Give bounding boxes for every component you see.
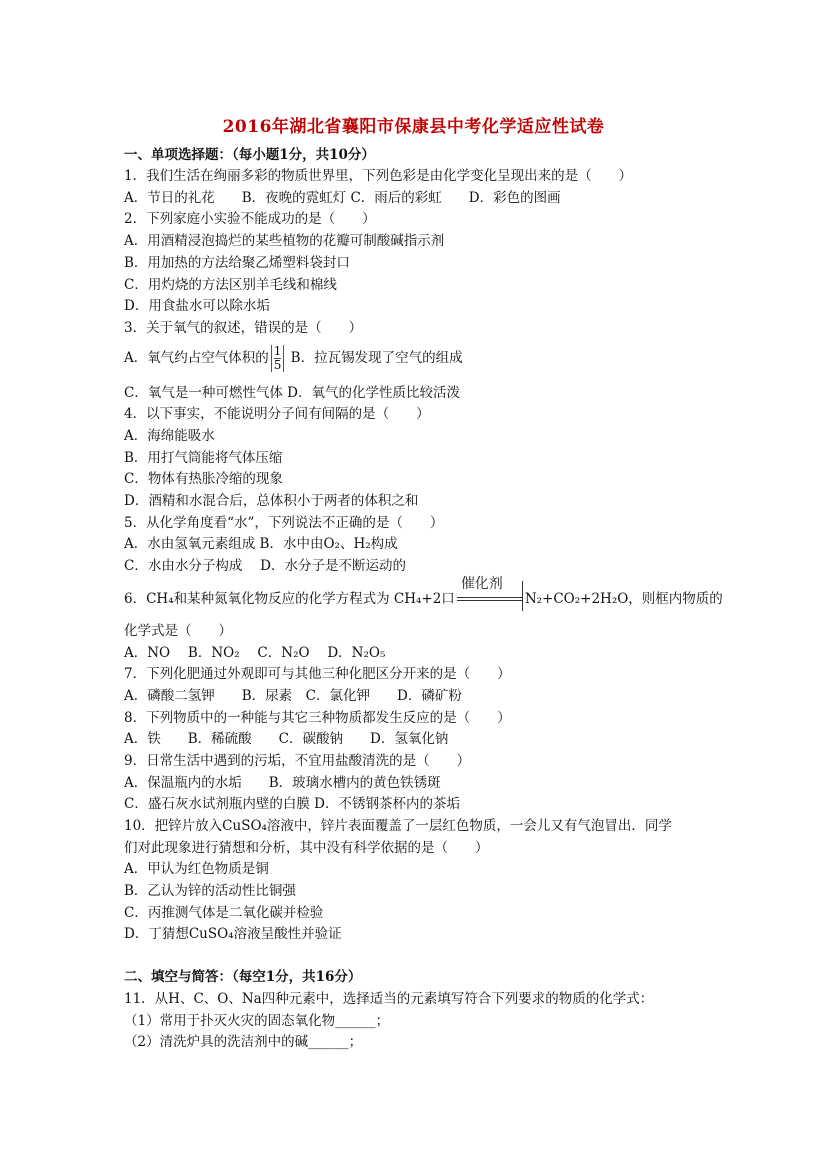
q4-option-a: A．海绵能吸水 — [124, 428, 215, 444]
q11-part-1: （1）常用于扑灭火灾的固态氧化物______； — [124, 1013, 390, 1029]
q10-stem-line1: 10．把锌片放入CuSO₄溶液中，锌片表面覆盖了一层红色物质，一会儿又有气泡冒出．同学 — [124, 818, 672, 834]
q11-part-2: （2）清洗炉具的洗洁剂中的碱______； — [124, 1034, 363, 1050]
fraction-denominator: 5 — [273, 358, 282, 372]
q1-options: A．节日的礼花 B．夜晚的霓虹灯 C．雨后的彩虹 D．彩色的图画 — [124, 190, 561, 206]
q6-stem-line2: 化学式是（ ） — [124, 623, 232, 639]
q4-option-d: D．酒精和水混合后，总体积小于两者的体积之和 — [124, 493, 419, 509]
q4-option-b: B．用打气筒能将气体压缩 — [124, 450, 283, 466]
q6-stem-post: N₂+CO₂+2H₂O，则框内物质的 — [524, 591, 723, 607]
q3-options-cd: C．氧气是一种可燃性气体 D．氧气的化学性质比较活泼 — [124, 385, 460, 401]
q5-options-cd: C．水由水分子构成 D．水分子是不断运动的 — [124, 558, 406, 574]
q2-option-c: C．用灼烧的方法区别羊毛线和棉线 — [124, 277, 337, 293]
q7-options: A．磷酸二氢钾 B．尿素 C．氯化钾 D．磷矿粉 — [124, 688, 462, 704]
q3-option-b-text: B．拉瓦锡发现了空气的组成 — [286, 350, 463, 366]
q2-option-b: B．用加热的方法给聚乙烯塑料袋封口 — [124, 255, 350, 271]
q2-option-a: A．用酒精浸泡捣烂的某些植物的花瓣可制酸碱指示剂 — [124, 233, 445, 249]
q5-stem: 5．从化学角度看“水”，下列说法不正确的是（ ） — [124, 515, 444, 531]
q4-option-c: C．物体有热胀冷缩的现象 — [124, 471, 283, 487]
q4-stem: 4．以下事实，不能说明分子间有间隔的是（ ） — [124, 406, 430, 422]
section-heading-1: 一、单项选择题：（每小题1分，共10分） — [124, 147, 375, 163]
catalyst-arrow — [457, 575, 523, 609]
catalyst-label: 催化剂 — [460, 575, 503, 592]
q11-stem: 11．从H、C、O、Na四种元素中，选择适当的元素填写符合下列要求的物质的化学式： — [124, 991, 654, 1007]
q10-option-b: B．乙认为锌的活动性比铜强 — [124, 883, 296, 899]
q9-stem: 9．日常生活中遇到的污垢，不宜用盐酸清洗的是（ ） — [124, 753, 471, 769]
page-title: 2016年湖北省襄阳市保康县中考化学适应性试卷 — [222, 117, 605, 137]
q2-option-d: D．用食盐水可以除水垢 — [124, 298, 270, 314]
q5-options-ab: A．水由氢氧元素组成 B．水中由O₂、H₂构成 — [124, 536, 398, 552]
frame-bar — [522, 581, 523, 611]
q10-stem-line2: 们对此现象进行猜想和分析，其中没有科学依据的是（ ） — [124, 840, 489, 856]
q1-stem: 1．我们生活在绚丽多彩的物质世界里，下列色彩是由化学变化呈现出来的是（ ） — [124, 168, 633, 184]
equals-line-top — [457, 597, 523, 598]
q6-equation-line — [124, 575, 723, 609]
q8-stem: 8．下列物质中的一种能与其它三种物质都发生反应的是（ ） — [124, 710, 511, 726]
q8-options: A．铁 B．稀硫酸 C．碳酸钠 D．氢氧化钠 — [124, 731, 449, 747]
q6-stem-pre: 6．CH₄和某种氮氧化物反应的化学方程式为 CH₄+2口 — [124, 591, 455, 607]
q3-stem: 3．关于氧气的叙述，错误的是（ ） — [124, 320, 363, 336]
q10-option-c: C．丙推测气体是二氧化碳并检验 — [124, 905, 324, 921]
q6-options: A．NO B．NO₂ C．N₂O D．N₂O₅ — [124, 645, 386, 661]
section-heading-2: 二、填空与简答：（每空1分，共16分） — [124, 969, 362, 985]
q2-stem: 2．下列家庭小实验不能成功的是（ ） — [124, 211, 376, 227]
q7-stem: 7．下列化肥通过外观即可与其他三种化肥区分开来的是（ ） — [124, 666, 511, 682]
q3-option-a-text: A．氧气约占空气体积的 — [124, 350, 269, 366]
equals-line-bottom — [457, 600, 523, 601]
q10-option-d: D．丁猜想CuSO₄溶液呈酸性并验证 — [124, 926, 342, 942]
fraction-numerator: 1 — [273, 344, 282, 358]
q3-options-ab — [124, 343, 463, 373]
fraction-one-fifth — [271, 345, 285, 372]
q10-option-a: A．甲认为红色物质是铜 — [124, 861, 269, 877]
q9-options-cd: C．盛石灰水试剂瓶内壁的白膜 D．不锈钢茶杯内的茶垢 — [124, 796, 460, 812]
q9-options-ab: A．保温瓶内的水垢 B．玻璃水槽内的黄色铁锈斑 — [124, 775, 441, 791]
